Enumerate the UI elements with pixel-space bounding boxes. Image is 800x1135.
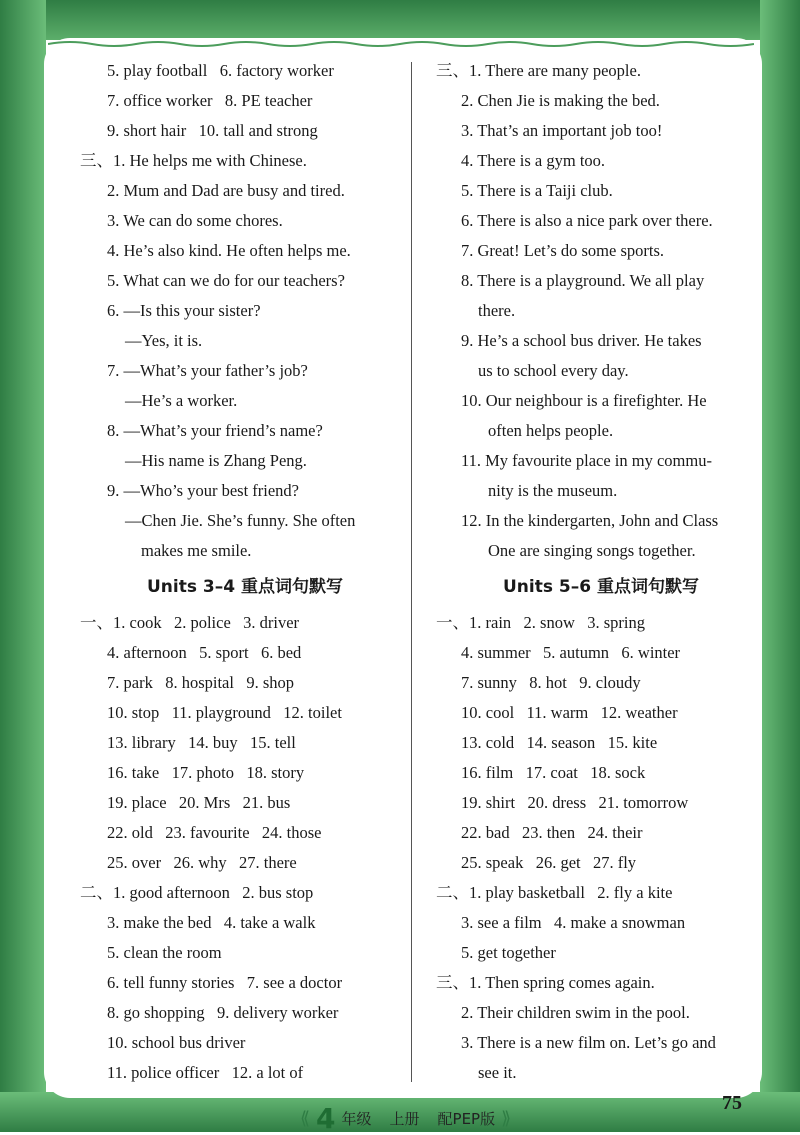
answer-line: 8. There is a playground. We all play	[461, 271, 705, 290]
section-heading: Units 3–4 重点词句默写	[147, 577, 343, 597]
footer-ornament-right-icon: ⟫	[501, 1107, 512, 1129]
answer-line: makes me smile.	[141, 541, 252, 560]
answer-line: 13. library 14. buy 15. tell	[107, 733, 296, 752]
answer-line: —Yes, it is.	[125, 331, 203, 350]
answer-line: 2. Chen Jie is making the bed.	[461, 91, 660, 110]
section-three-line: 三、1. There are many people.	[436, 56, 776, 86]
answer-line: 19. shirt 20. dress 21. tomorrow	[461, 793, 689, 812]
answer-line: 3. We can do some chores.	[107, 211, 283, 230]
answer-line: 9. —Who’s your best friend?	[107, 481, 299, 500]
answer-line: 25. over 26. why 27. there	[107, 853, 297, 872]
answer-line: 10. stop 11. playground 12. toilet	[107, 703, 342, 722]
answer-line: 6. tell funny stories 7. see a doctor	[107, 973, 343, 992]
section-three-line: 三、1. Then spring comes again.	[436, 968, 776, 998]
answer-line: 16. film 17. coat 18. sock	[461, 763, 646, 782]
answer-line: 10. cool 11. warm 12. weather	[461, 703, 678, 722]
edition-label: 配PEP版	[437, 1109, 496, 1128]
answer-line: us to school every day.	[478, 361, 629, 380]
answer-line: —His name is Zhang Peng.	[125, 451, 307, 470]
footer-book-label	[300, 1103, 511, 1133]
answer-line: 5. What can we do for our teachers?	[107, 271, 345, 290]
answer-line: 5. There is a Taiji club.	[461, 181, 613, 200]
answer-line: 4. summer 5. autumn 6. winter	[461, 643, 681, 662]
section-heading: Units 5–6 重点词句默写	[503, 577, 699, 597]
answer-line: 4. He’s also kind. He often helps me.	[107, 241, 351, 260]
answer-line: 2. Their children swim in the pool.	[461, 1003, 690, 1022]
answer-line: there.	[478, 301, 516, 320]
section-one-line: 一、1. rain 2. snow 3. spring	[436, 608, 776, 638]
answer-line: 9. short hair 10. tall and strong	[107, 121, 318, 140]
answer-line: 19. place 20. Mrs 21. bus	[107, 793, 291, 812]
answer-line: 5. clean the room	[107, 943, 222, 962]
answer-line: 3. That’s an important job too!	[461, 121, 663, 140]
answer-line: 11. My favourite place in my commu-	[461, 451, 712, 470]
border-frame-left	[0, 0, 46, 1132]
border-frame-top	[0, 0, 800, 40]
volume-label: 上册	[389, 1109, 420, 1128]
answer-line: 2. Mum and Dad are busy and tired.	[107, 181, 345, 200]
answer-line: 5. get together	[461, 943, 556, 962]
right-column	[436, 56, 776, 1088]
section-two-line: 二、1. good afternoon 2. bus stop	[80, 878, 420, 908]
answer-line: 12. In the kindergarten, John and Class	[461, 511, 719, 530]
answer-line: 10. school bus driver	[107, 1033, 246, 1052]
answer-line: 10. Our neighbour is a firefighter. He	[461, 391, 707, 410]
answer-line: 11. police officer 12. a lot of	[107, 1063, 304, 1082]
answer-line: 3. make the bed 4. take a walk	[107, 913, 316, 932]
answer-line: 4. afternoon 5. sport 6. bed	[107, 643, 302, 662]
answer-line: 3. There is a new film on. Let’s go and	[461, 1033, 716, 1052]
section-three-line: 三、1. He helps me with Chinese.	[80, 146, 420, 176]
answer-line: often helps people.	[488, 421, 614, 440]
answer-line: 25. speak 26. get 27. fly	[461, 853, 637, 872]
section-marker: 三、	[436, 61, 469, 80]
section-marker: 二、	[436, 883, 469, 902]
section-two-line: 二、1. play basketball 2. fly a kite	[436, 878, 776, 908]
answer-line: 16. take 17. photo 18. story	[107, 763, 305, 782]
answer-line: 5. play football 6. factory worker	[107, 61, 334, 80]
answer-line: 7. Great! Let’s do some sports.	[461, 241, 665, 260]
answer-line: 9. He’s a school bus driver. He takes	[461, 331, 702, 350]
answer-line: 7. office worker 8. PE teacher	[107, 91, 313, 110]
answer-line: nity is the museum.	[488, 481, 618, 500]
answer-line: One are singing songs together.	[488, 541, 696, 560]
answer-line: 4. There is a gym too.	[461, 151, 606, 170]
answer-line: 22. old 23. favourite 24. those	[107, 823, 322, 842]
answer-line: 22. bad 23. then 24. their	[461, 823, 643, 842]
answer-line: —He’s a worker.	[125, 391, 238, 410]
section-marker: 一、	[80, 613, 113, 632]
section-one-line: 一、1. cook 2. police 3. driver	[80, 608, 420, 638]
section-marker: 二、	[80, 883, 113, 902]
answer-line: 3. see a film 4. make a snowman	[461, 913, 686, 932]
page-number: 75	[722, 1092, 742, 1114]
answer-line: 13. cold 14. season 15. kite	[461, 733, 658, 752]
grade-number: 4	[316, 1101, 336, 1135]
answer-line: 8. —What’s your friend’s name?	[107, 421, 323, 440]
grade-label: 年级	[341, 1109, 372, 1128]
answer-line: 6. —Is this your sister?	[107, 301, 261, 320]
answer-line: 7. —What’s your father’s job?	[107, 361, 308, 380]
answer-line: 8. go shopping 9. delivery worker	[107, 1003, 339, 1022]
answer-line: 6. There is also a nice park over there.	[461, 211, 713, 230]
answer-line: 7. park 8. hospital 9. shop	[107, 673, 294, 692]
wavy-border-top	[48, 40, 754, 48]
answer-line: see it.	[478, 1063, 517, 1082]
section-marker: 一、	[436, 613, 469, 632]
answer-line: —Chen Jie. She’s funny. She often	[125, 511, 356, 530]
section-marker: 三、	[80, 151, 113, 170]
footer-ornament-left-icon: ⟪	[300, 1107, 311, 1129]
answer-line: 7. sunny 8. hot 9. cloudy	[461, 673, 641, 692]
section-marker: 三、	[436, 973, 469, 992]
left-column	[80, 56, 420, 1088]
